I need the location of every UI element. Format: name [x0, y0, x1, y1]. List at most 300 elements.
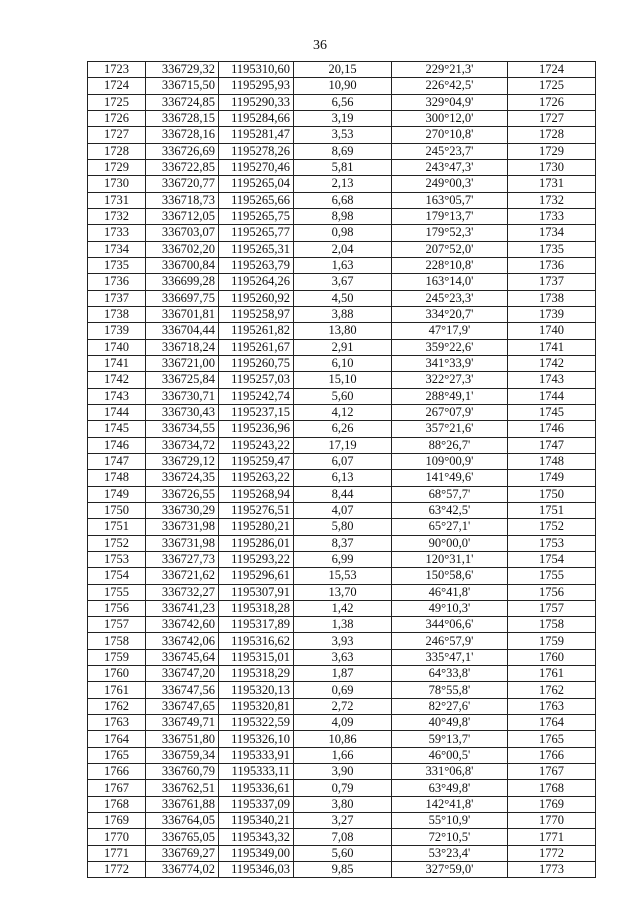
- y-coordinate-cell: 1195242,74: [219, 388, 294, 404]
- y-coordinate-cell: 1195260,92: [219, 290, 294, 306]
- distance-cell: 4,07: [294, 502, 392, 518]
- x-coordinate-cell: 336734,55: [146, 421, 219, 437]
- next-point-cell: 1764: [508, 715, 596, 731]
- point-number-cell: 1736: [88, 274, 146, 290]
- next-point-cell: 1741: [508, 339, 596, 355]
- table-row: [88, 159, 596, 175]
- next-point-cell: 1768: [508, 780, 596, 796]
- point-number-cell: 1759: [88, 649, 146, 665]
- table-row: [88, 127, 596, 143]
- bearing-cell: 65°27,1': [392, 519, 508, 535]
- next-point-cell: 1760: [508, 649, 596, 665]
- bearing-cell: 53°23,4': [392, 845, 508, 861]
- distance-cell: 3,53: [294, 127, 392, 143]
- distance-cell: 13,70: [294, 584, 392, 600]
- x-coordinate-cell: 336712,05: [146, 208, 219, 224]
- y-coordinate-cell: 1195263,22: [219, 470, 294, 486]
- table-row: [88, 633, 596, 649]
- point-number-cell: 1747: [88, 453, 146, 469]
- x-coordinate-cell: 336699,28: [146, 274, 219, 290]
- distance-cell: 0,79: [294, 780, 392, 796]
- next-point-cell: 1734: [508, 225, 596, 241]
- x-coordinate-cell: 336765,05: [146, 829, 219, 845]
- next-point-cell: 1770: [508, 813, 596, 829]
- y-coordinate-cell: 1195349,00: [219, 845, 294, 861]
- table-row: [88, 306, 596, 322]
- next-point-cell: 1730: [508, 159, 596, 175]
- y-coordinate-cell: 1195336,61: [219, 780, 294, 796]
- bearing-cell: 245°23,7': [392, 143, 508, 159]
- point-number-cell: 1757: [88, 617, 146, 633]
- point-number-cell: 1758: [88, 633, 146, 649]
- x-coordinate-cell: 336702,20: [146, 241, 219, 257]
- distance-cell: 5,60: [294, 388, 392, 404]
- next-point-cell: 1726: [508, 94, 596, 110]
- y-coordinate-cell: 1195320,81: [219, 698, 294, 714]
- coordinates-table-body: [88, 62, 596, 878]
- point-number-cell: 1741: [88, 355, 146, 371]
- y-coordinate-cell: 1195340,21: [219, 813, 294, 829]
- distance-cell: 6,07: [294, 453, 392, 469]
- next-point-cell: 1733: [508, 208, 596, 224]
- next-point-cell: 1757: [508, 600, 596, 616]
- bearing-cell: 179°52,3': [392, 225, 508, 241]
- distance-cell: 6,10: [294, 355, 392, 371]
- x-coordinate-cell: 336701,81: [146, 306, 219, 322]
- y-coordinate-cell: 1195315,01: [219, 649, 294, 665]
- y-coordinate-cell: 1195333,91: [219, 747, 294, 763]
- bearing-cell: 344°06,6': [392, 617, 508, 633]
- bearing-cell: 141°49,6': [392, 470, 508, 486]
- point-number-cell: 1727: [88, 127, 146, 143]
- distance-cell: 8,69: [294, 143, 392, 159]
- y-coordinate-cell: 1195295,93: [219, 78, 294, 94]
- x-coordinate-cell: 336729,12: [146, 453, 219, 469]
- distance-cell: 0,98: [294, 225, 392, 241]
- x-coordinate-cell: 336745,64: [146, 649, 219, 665]
- table-row: [88, 143, 596, 159]
- x-coordinate-cell: 336774,02: [146, 862, 219, 878]
- next-point-cell: 1749: [508, 470, 596, 486]
- next-point-cell: 1766: [508, 747, 596, 763]
- distance-cell: 2,04: [294, 241, 392, 257]
- distance-cell: 15,53: [294, 568, 392, 584]
- next-point-cell: 1765: [508, 731, 596, 747]
- y-coordinate-cell: 1195264,26: [219, 274, 294, 290]
- next-point-cell: 1752: [508, 519, 596, 535]
- next-point-cell: 1761: [508, 666, 596, 682]
- next-point-cell: 1745: [508, 404, 596, 420]
- x-coordinate-cell: 336741,23: [146, 600, 219, 616]
- table-row: [88, 78, 596, 94]
- next-point-cell: 1756: [508, 584, 596, 600]
- next-point-cell: 1728: [508, 127, 596, 143]
- point-number-cell: 1740: [88, 339, 146, 355]
- bearing-cell: 288°49,1': [392, 388, 508, 404]
- distance-cell: 4,12: [294, 404, 392, 420]
- table-row: [88, 323, 596, 339]
- y-coordinate-cell: 1195260,75: [219, 355, 294, 371]
- next-point-cell: 1758: [508, 617, 596, 633]
- distance-cell: 6,26: [294, 421, 392, 437]
- bearing-cell: 142°41,8': [392, 796, 508, 812]
- table-row: [88, 829, 596, 845]
- point-number-cell: 1728: [88, 143, 146, 159]
- point-number-cell: 1763: [88, 715, 146, 731]
- next-point-cell: 1746: [508, 421, 596, 437]
- x-coordinate-cell: 336721,62: [146, 568, 219, 584]
- x-coordinate-cell: 336724,35: [146, 470, 219, 486]
- x-coordinate-cell: 336734,72: [146, 437, 219, 453]
- x-coordinate-cell: 336730,29: [146, 502, 219, 518]
- y-coordinate-cell: 1195236,96: [219, 421, 294, 437]
- bearing-cell: 55°10,9': [392, 813, 508, 829]
- y-coordinate-cell: 1195333,11: [219, 764, 294, 780]
- bearing-cell: 226°42,5': [392, 78, 508, 94]
- point-number-cell: 1756: [88, 600, 146, 616]
- bearing-cell: 245°23,3': [392, 290, 508, 306]
- table-row: [88, 470, 596, 486]
- distance-cell: 3,93: [294, 633, 392, 649]
- y-coordinate-cell: 1195257,03: [219, 372, 294, 388]
- x-coordinate-cell: 336726,55: [146, 486, 219, 502]
- point-number-cell: 1754: [88, 568, 146, 584]
- x-coordinate-cell: 336747,20: [146, 666, 219, 682]
- y-coordinate-cell: 1195265,04: [219, 176, 294, 192]
- x-coordinate-cell: 336728,15: [146, 110, 219, 126]
- distance-cell: 6,56: [294, 94, 392, 110]
- table-row: [88, 813, 596, 829]
- point-number-cell: 1735: [88, 257, 146, 273]
- bearing-cell: 68°57,7': [392, 486, 508, 502]
- distance-cell: 6,68: [294, 192, 392, 208]
- distance-cell: 6,13: [294, 470, 392, 486]
- distance-cell: 1,63: [294, 257, 392, 273]
- x-coordinate-cell: 336731,98: [146, 519, 219, 535]
- bearing-cell: 82°27,6': [392, 698, 508, 714]
- y-coordinate-cell: 1195278,26: [219, 143, 294, 159]
- y-coordinate-cell: 1195265,66: [219, 192, 294, 208]
- bearing-cell: 49°10,3': [392, 600, 508, 616]
- distance-cell: 3,27: [294, 813, 392, 829]
- bearing-cell: 40°49,8': [392, 715, 508, 731]
- table-row: [88, 355, 596, 371]
- next-point-cell: 1742: [508, 355, 596, 371]
- x-coordinate-cell: 336728,16: [146, 127, 219, 143]
- y-coordinate-cell: 1195316,62: [219, 633, 294, 649]
- table-row: [88, 764, 596, 780]
- bearing-cell: 335°47,1': [392, 649, 508, 665]
- x-coordinate-cell: 336759,34: [146, 747, 219, 763]
- y-coordinate-cell: 1195259,47: [219, 453, 294, 469]
- x-coordinate-cell: 336751,80: [146, 731, 219, 747]
- next-point-cell: 1735: [508, 241, 596, 257]
- distance-cell: 2,72: [294, 698, 392, 714]
- distance-cell: 5,60: [294, 845, 392, 861]
- bearing-cell: 47°17,9': [392, 323, 508, 339]
- bearing-cell: 46°00,5': [392, 747, 508, 763]
- point-number-cell: 1766: [88, 764, 146, 780]
- distance-cell: 6,99: [294, 551, 392, 567]
- y-coordinate-cell: 1195286,01: [219, 535, 294, 551]
- distance-cell: 1,42: [294, 600, 392, 616]
- x-coordinate-cell: 336747,65: [146, 698, 219, 714]
- next-point-cell: 1773: [508, 862, 596, 878]
- distance-cell: 5,80: [294, 519, 392, 535]
- point-number-cell: 1772: [88, 862, 146, 878]
- bearing-cell: 90°00,0': [392, 535, 508, 551]
- y-coordinate-cell: 1195307,91: [219, 584, 294, 600]
- point-number-cell: 1768: [88, 796, 146, 812]
- next-point-cell: 1736: [508, 257, 596, 273]
- y-coordinate-cell: 1195346,03: [219, 862, 294, 878]
- distance-cell: 17,19: [294, 437, 392, 453]
- y-coordinate-cell: 1195243,22: [219, 437, 294, 453]
- x-coordinate-cell: 336726,69: [146, 143, 219, 159]
- table-row: [88, 192, 596, 208]
- bearing-cell: 322°27,3': [392, 372, 508, 388]
- x-coordinate-cell: 336742,06: [146, 633, 219, 649]
- x-coordinate-cell: 336722,85: [146, 159, 219, 175]
- next-point-cell: 1763: [508, 698, 596, 714]
- distance-cell: 1,38: [294, 617, 392, 633]
- x-coordinate-cell: 336742,60: [146, 617, 219, 633]
- y-coordinate-cell: 1195293,22: [219, 551, 294, 567]
- bearing-cell: 72°10,5': [392, 829, 508, 845]
- table-row: [88, 437, 596, 453]
- y-coordinate-cell: 1195270,46: [219, 159, 294, 175]
- point-number-cell: 1761: [88, 682, 146, 698]
- point-number-cell: 1769: [88, 813, 146, 829]
- distance-cell: 4,09: [294, 715, 392, 731]
- y-coordinate-cell: 1195281,47: [219, 127, 294, 143]
- x-coordinate-cell: 336720,77: [146, 176, 219, 192]
- x-coordinate-cell: 336704,44: [146, 323, 219, 339]
- distance-cell: 8,37: [294, 535, 392, 551]
- page-number: 36: [313, 38, 327, 53]
- next-point-cell: 1743: [508, 372, 596, 388]
- y-coordinate-cell: 1195317,89: [219, 617, 294, 633]
- point-number-cell: 1745: [88, 421, 146, 437]
- distance-cell: 20,15: [294, 62, 392, 78]
- point-number-cell: 1733: [88, 225, 146, 241]
- bearing-cell: 327°59,0': [392, 862, 508, 878]
- y-coordinate-cell: 1195284,66: [219, 110, 294, 126]
- point-number-cell: 1755: [88, 584, 146, 600]
- distance-cell: 3,90: [294, 764, 392, 780]
- y-coordinate-cell: 1195320,13: [219, 682, 294, 698]
- y-coordinate-cell: 1195261,82: [219, 323, 294, 339]
- table-row: [88, 715, 596, 731]
- next-point-cell: 1751: [508, 502, 596, 518]
- table-row: [88, 535, 596, 551]
- distance-cell: 13,80: [294, 323, 392, 339]
- x-coordinate-cell: 336730,43: [146, 404, 219, 420]
- bearing-cell: 229°21,3': [392, 62, 508, 78]
- point-number-cell: 1725: [88, 94, 146, 110]
- x-coordinate-cell: 336725,84: [146, 372, 219, 388]
- point-number-cell: 1751: [88, 519, 146, 535]
- y-coordinate-cell: 1195258,97: [219, 306, 294, 322]
- y-coordinate-cell: 1195265,31: [219, 241, 294, 257]
- point-number-cell: 1746: [88, 437, 146, 453]
- bearing-cell: 243°47,3': [392, 159, 508, 175]
- table-row: [88, 666, 596, 682]
- next-point-cell: 1767: [508, 764, 596, 780]
- x-coordinate-cell: 336715,50: [146, 78, 219, 94]
- distance-cell: 4,50: [294, 290, 392, 306]
- point-number-cell: 1742: [88, 372, 146, 388]
- table-row: [88, 208, 596, 224]
- x-coordinate-cell: 336718,73: [146, 192, 219, 208]
- next-point-cell: 1753: [508, 535, 596, 551]
- table-row: [88, 274, 596, 290]
- table-row: [88, 94, 596, 110]
- distance-cell: 3,88: [294, 306, 392, 322]
- y-coordinate-cell: 1195290,33: [219, 94, 294, 110]
- y-coordinate-cell: 1195265,75: [219, 208, 294, 224]
- bearing-cell: 179°13,7': [392, 208, 508, 224]
- next-point-cell: 1747: [508, 437, 596, 453]
- table-row: [88, 388, 596, 404]
- bearing-cell: 228°10,8': [392, 257, 508, 273]
- table-row: [88, 486, 596, 502]
- bearing-cell: 270°10,8': [392, 127, 508, 143]
- y-coordinate-cell: 1195326,10: [219, 731, 294, 747]
- point-number-cell: 1729: [88, 159, 146, 175]
- x-coordinate-cell: 336721,00: [146, 355, 219, 371]
- point-number-cell: 1743: [88, 388, 146, 404]
- x-coordinate-cell: 336769,27: [146, 845, 219, 861]
- distance-cell: 3,19: [294, 110, 392, 126]
- point-number-cell: 1737: [88, 290, 146, 306]
- point-number-cell: 1744: [88, 404, 146, 420]
- bearing-cell: 331°06,8': [392, 764, 508, 780]
- distance-cell: 7,08: [294, 829, 392, 845]
- distance-cell: 10,86: [294, 731, 392, 747]
- next-point-cell: 1738: [508, 290, 596, 306]
- table-row: [88, 339, 596, 355]
- table-row: [88, 519, 596, 535]
- x-coordinate-cell: 336729,32: [146, 62, 219, 78]
- next-point-cell: 1755: [508, 568, 596, 584]
- next-point-cell: 1748: [508, 453, 596, 469]
- table-row: [88, 649, 596, 665]
- table-row: [88, 796, 596, 812]
- bearing-cell: 59°13,7': [392, 731, 508, 747]
- distance-cell: 3,80: [294, 796, 392, 812]
- bearing-cell: 120°31,1': [392, 551, 508, 567]
- table-row: [88, 568, 596, 584]
- table-row: [88, 290, 596, 306]
- x-coordinate-cell: 336718,24: [146, 339, 219, 355]
- x-coordinate-cell: 336761,88: [146, 796, 219, 812]
- y-coordinate-cell: 1195261,67: [219, 339, 294, 355]
- bearing-cell: 63°49,8': [392, 780, 508, 796]
- point-number-cell: 1726: [88, 110, 146, 126]
- next-point-cell: 1737: [508, 274, 596, 290]
- distance-cell: 9,85: [294, 862, 392, 878]
- table-row: [88, 845, 596, 861]
- next-point-cell: 1724: [508, 62, 596, 78]
- table-row: [88, 682, 596, 698]
- bearing-cell: 64°33,8': [392, 666, 508, 682]
- point-number-cell: 1731: [88, 192, 146, 208]
- next-point-cell: 1727: [508, 110, 596, 126]
- next-point-cell: 1771: [508, 829, 596, 845]
- table-row: [88, 421, 596, 437]
- y-coordinate-cell: 1195322,59: [219, 715, 294, 731]
- table-row: [88, 584, 596, 600]
- y-coordinate-cell: 1195343,32: [219, 829, 294, 845]
- point-number-cell: 1765: [88, 747, 146, 763]
- table-row: [88, 62, 596, 78]
- next-point-cell: 1744: [508, 388, 596, 404]
- table-row: [88, 176, 596, 192]
- point-number-cell: 1764: [88, 731, 146, 747]
- table-row: [88, 502, 596, 518]
- bearing-cell: 109°00,9': [392, 453, 508, 469]
- x-coordinate-cell: 336760,79: [146, 764, 219, 780]
- point-number-cell: 1770: [88, 829, 146, 845]
- point-number-cell: 1739: [88, 323, 146, 339]
- y-coordinate-cell: 1195318,29: [219, 666, 294, 682]
- coordinates-table: [87, 61, 596, 878]
- table-row: [88, 617, 596, 633]
- next-point-cell: 1769: [508, 796, 596, 812]
- point-number-cell: 1752: [88, 535, 146, 551]
- table-row: [88, 257, 596, 273]
- y-coordinate-cell: 1195280,21: [219, 519, 294, 535]
- table-row: [88, 225, 596, 241]
- next-point-cell: 1731: [508, 176, 596, 192]
- x-coordinate-cell: 336730,71: [146, 388, 219, 404]
- y-coordinate-cell: 1195268,94: [219, 486, 294, 502]
- y-coordinate-cell: 1195310,60: [219, 62, 294, 78]
- next-point-cell: 1762: [508, 682, 596, 698]
- next-point-cell: 1772: [508, 845, 596, 861]
- point-number-cell: 1762: [88, 698, 146, 714]
- point-number-cell: 1732: [88, 208, 146, 224]
- table-row: [88, 731, 596, 747]
- table-row: [88, 698, 596, 714]
- bearing-cell: 329°04,9': [392, 94, 508, 110]
- y-coordinate-cell: 1195318,28: [219, 600, 294, 616]
- distance-cell: 10,90: [294, 78, 392, 94]
- table-row: [88, 551, 596, 567]
- point-number-cell: 1730: [88, 176, 146, 192]
- distance-cell: 2,13: [294, 176, 392, 192]
- y-coordinate-cell: 1195337,09: [219, 796, 294, 812]
- x-coordinate-cell: 336732,27: [146, 584, 219, 600]
- y-coordinate-cell: 1195276,51: [219, 502, 294, 518]
- y-coordinate-cell: 1195265,77: [219, 225, 294, 241]
- bearing-cell: 88°26,7': [392, 437, 508, 453]
- distance-cell: 5,81: [294, 159, 392, 175]
- bearing-cell: 359°22,6': [392, 339, 508, 355]
- bearing-cell: 249°00,3': [392, 176, 508, 192]
- bearing-cell: 357°21,6': [392, 421, 508, 437]
- x-coordinate-cell: 336731,98: [146, 535, 219, 551]
- bearing-cell: 78°55,8': [392, 682, 508, 698]
- distance-cell: 8,98: [294, 208, 392, 224]
- bearing-cell: 207°52,0': [392, 241, 508, 257]
- table-row: [88, 110, 596, 126]
- bearing-cell: 163°14,0': [392, 274, 508, 290]
- next-point-cell: 1750: [508, 486, 596, 502]
- next-point-cell: 1740: [508, 323, 596, 339]
- distance-cell: 1,66: [294, 747, 392, 763]
